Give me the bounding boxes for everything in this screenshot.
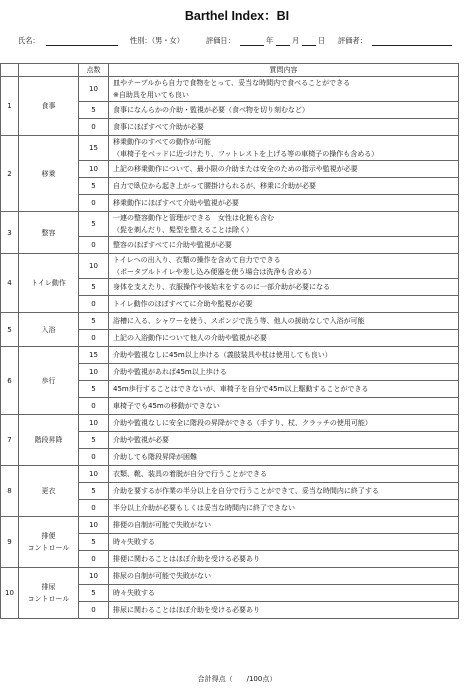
points-cell[interactable]: 10 xyxy=(79,568,109,585)
gender-label: 性別：（男・女） xyxy=(130,36,184,45)
table-row xyxy=(1,568,459,585)
question-cell xyxy=(109,381,459,398)
header-no-cell xyxy=(1,64,19,77)
question-line: 時々失敗する xyxy=(113,589,155,597)
item-number: 8 xyxy=(1,466,19,517)
item-name-line: コントロール xyxy=(27,595,70,603)
date-label: 評価日： xyxy=(206,36,235,45)
question-cell xyxy=(109,466,459,483)
points-cell[interactable]: 5 xyxy=(79,212,109,237)
question-line: 車椅子でも45mの移動ができない xyxy=(113,402,220,410)
question-cell xyxy=(109,102,459,119)
item-name xyxy=(19,517,79,568)
points-cell[interactable]: 5 xyxy=(79,381,109,398)
question-line: （髭を剃んだり、髪型を整えることは除く） xyxy=(113,226,253,234)
question-cell xyxy=(109,568,459,585)
question-line: 介助や監視なしに45m以上歩ける（義肢装具や杖は使用しても良い） xyxy=(113,351,332,359)
table-body xyxy=(1,77,459,619)
question-line: 介助や監視が必要 xyxy=(113,436,169,444)
question-cell xyxy=(109,77,459,102)
question-line: 食事にほぼすべて介助が必要 xyxy=(113,123,204,131)
points-cell[interactable]: 10 xyxy=(79,364,109,381)
question-line: 排便の自制が可能で失敗がない xyxy=(113,521,211,529)
points-cell[interactable]: 15 xyxy=(79,347,109,364)
header-question: 質問内容 xyxy=(109,64,459,77)
item-number: 5 xyxy=(1,313,19,347)
points-cell[interactable]: 10 xyxy=(79,517,109,534)
points-cell[interactable]: 0 xyxy=(79,237,109,254)
question-cell xyxy=(109,483,459,500)
question-line: 介助を要するが作業の半分以上を自分で行うことができて、妥当な時間内に終了する xyxy=(113,487,379,495)
points-cell[interactable]: 5 xyxy=(79,279,109,296)
question-line: 整容のほぼすべてに介助や監視が必要 xyxy=(113,241,232,249)
year-field[interactable] xyxy=(240,45,264,46)
item-name: 更衣 xyxy=(19,466,79,517)
points-cell[interactable]: 0 xyxy=(79,296,109,313)
item-name-line: コントロール xyxy=(27,544,70,552)
points-cell[interactable]: 10 xyxy=(79,466,109,483)
table-row xyxy=(1,313,459,330)
name-label: 氏名： xyxy=(18,36,40,45)
header-item-cell xyxy=(19,64,79,77)
table-row xyxy=(1,517,459,534)
question-line: 衣類、靴、装具の着脱が自分で行うことができる xyxy=(113,470,267,478)
header-points: 点数 xyxy=(79,64,109,77)
question-line: ※自助具を用いても良い xyxy=(113,91,189,99)
day-field[interactable] xyxy=(302,45,316,46)
question-line: 一連の整容動作と管理ができる 女性は化粧も含む xyxy=(113,214,274,222)
barthel-table xyxy=(0,63,459,619)
points-cell[interactable]: 0 xyxy=(79,602,109,619)
question-line: 介助や監視があれば45m以上歩ける xyxy=(113,368,227,376)
item-name: 歩行 xyxy=(19,347,79,415)
points-cell[interactable]: 5 xyxy=(79,102,109,119)
question-line: 身体を支えたり、衣服操作や後始末をするのに一部介助が必要になる xyxy=(113,283,330,291)
question-line: （車椅子をベッドに近づけたり、フットレストを上げる等の車椅子の操作も含める） xyxy=(113,150,379,158)
points-cell[interactable]: 10 xyxy=(79,254,109,279)
item-number: 6 xyxy=(1,347,19,415)
table-row xyxy=(1,347,459,364)
question-cell xyxy=(109,602,459,619)
points-cell[interactable]: 10 xyxy=(79,161,109,178)
question-line: 上記の入浴動作について他人の介助や監視が必要 xyxy=(113,334,267,342)
question-line: トイレ動作のほぼすべてに介助や監視が必要 xyxy=(113,300,253,308)
patient-info-row xyxy=(18,36,458,50)
question-cell xyxy=(109,279,459,296)
question-cell xyxy=(109,136,459,161)
question-cell xyxy=(109,237,459,254)
item-name: 階段昇降 xyxy=(19,415,79,466)
question-cell xyxy=(109,534,459,551)
question-line: 半分以上介助が必要もしくは妥当な時間内に終了できない xyxy=(113,504,295,512)
question-cell xyxy=(109,195,459,212)
question-cell xyxy=(109,551,459,568)
question-line: 移乗動作にほぼすべて介助や監視が必要 xyxy=(113,199,239,207)
month-field[interactable] xyxy=(276,45,290,46)
table-row xyxy=(1,466,459,483)
points-cell[interactable]: 5 xyxy=(79,432,109,449)
table-header-row xyxy=(1,64,459,77)
points-cell[interactable]: 5 xyxy=(79,313,109,330)
question-cell xyxy=(109,330,459,347)
points-cell[interactable]: 0 xyxy=(79,398,109,415)
item-number: 4 xyxy=(1,254,19,313)
question-cell xyxy=(109,254,459,279)
points-cell[interactable]: 15 xyxy=(79,136,109,161)
item-name: 整容 xyxy=(19,212,79,254)
question-line: 皿やテーブルから自力で食物をとって、妥当な時間内で食べることができる xyxy=(113,79,351,87)
points-cell[interactable]: 10 xyxy=(79,77,109,102)
question-line: 移乗動作のすべての動作が可能 xyxy=(113,138,211,146)
item-name-line: 排尿 xyxy=(41,583,56,591)
question-line: 時々失敗する xyxy=(113,538,155,546)
points-cell[interactable]: 0 xyxy=(79,119,109,136)
question-line: 45m歩行することはできないが、車椅子を自分で45m以上駆動することができる xyxy=(113,385,369,393)
item-number: 1 xyxy=(1,77,19,136)
year-label: 年 xyxy=(266,36,274,45)
question-cell xyxy=(109,449,459,466)
page-title: Barthel Index：BI xyxy=(184,9,290,23)
question-line: 介助しても階段昇降が困難 xyxy=(113,453,197,461)
month-label: 月 xyxy=(292,36,300,45)
points-cell[interactable]: 5 xyxy=(79,534,109,551)
item-name: 食事 xyxy=(19,77,79,136)
question-cell xyxy=(109,415,459,432)
question-line: 浴槽に入る、シャワーを使う、スポンジで洗う等、他人の援助なしで入浴が可能 xyxy=(113,317,365,325)
item-number: 3 xyxy=(1,212,19,254)
points-cell[interactable]: 0 xyxy=(79,449,109,466)
evaluator-label: 評価者： xyxy=(338,36,367,45)
points-cell[interactable]: 0 xyxy=(79,551,109,568)
item-number: 9 xyxy=(1,517,19,568)
points-cell[interactable]: 0 xyxy=(79,330,109,347)
question-cell xyxy=(109,500,459,517)
question-line: 食事になんらかの介助・監視が必要（食べ物を切り刻むなど） xyxy=(113,106,309,114)
question-cell xyxy=(109,364,459,381)
name-field[interactable] xyxy=(46,45,118,46)
table-row xyxy=(1,212,459,237)
points-cell[interactable]: 5 xyxy=(79,178,109,195)
question-cell xyxy=(109,585,459,602)
question-line: トイレへの出入り、衣類の操作を含めて自力でできる xyxy=(113,256,281,264)
points-cell[interactable]: 0 xyxy=(79,500,109,517)
question-line: 上記の移乗動作について、最小限の介助または安全のための指示や監視が必要 xyxy=(113,165,358,173)
question-cell xyxy=(109,432,459,449)
item-number: 7 xyxy=(1,415,19,466)
question-line: 排尿に関わることはほぼ介助を受ける必要あり xyxy=(113,606,260,614)
question-line: 自力で臥位から起き上がって腰掛けられるが、移乗に介助が必要 xyxy=(113,182,316,190)
item-number: 10 xyxy=(1,568,19,619)
item-name xyxy=(19,568,79,619)
question-cell xyxy=(109,347,459,364)
day-label: 日 xyxy=(318,36,326,45)
question-line: 介助や監視なしに安全に階段の昇降ができる（手すり、杖、クラッチの使用可能） xyxy=(113,419,372,427)
item-name: 入浴 xyxy=(19,313,79,347)
total-score-label: 合計得点（ /100点） xyxy=(197,675,277,683)
question-cell xyxy=(109,178,459,195)
question-cell xyxy=(109,398,459,415)
table-row xyxy=(1,77,459,102)
item-number: 2 xyxy=(1,136,19,212)
question-line: （ポータブルトイレや差し込み便器を使う場合は洗浄も含める） xyxy=(113,268,316,276)
evaluator-field[interactable] xyxy=(372,45,452,46)
points-cell[interactable]: 0 xyxy=(79,195,109,212)
question-line: 排尿の自制が可能で失敗がない xyxy=(113,572,211,580)
item-name-line: 排便 xyxy=(41,532,56,540)
table-row xyxy=(1,136,459,161)
question-line: 排便に関わることはほぼ介助を受ける必要あり xyxy=(113,555,260,563)
item-name: 移乗 xyxy=(19,136,79,212)
points-cell[interactable]: 5 xyxy=(79,483,109,500)
question-cell xyxy=(109,119,459,136)
table-row xyxy=(1,254,459,279)
points-cell[interactable]: 5 xyxy=(79,585,109,602)
question-cell xyxy=(109,296,459,313)
question-cell xyxy=(109,517,459,534)
question-cell xyxy=(109,161,459,178)
item-name: トイレ動作 xyxy=(19,254,79,313)
table-row xyxy=(1,415,459,432)
question-cell xyxy=(109,313,459,330)
question-cell xyxy=(109,212,459,237)
points-cell[interactable]: 10 xyxy=(79,415,109,432)
